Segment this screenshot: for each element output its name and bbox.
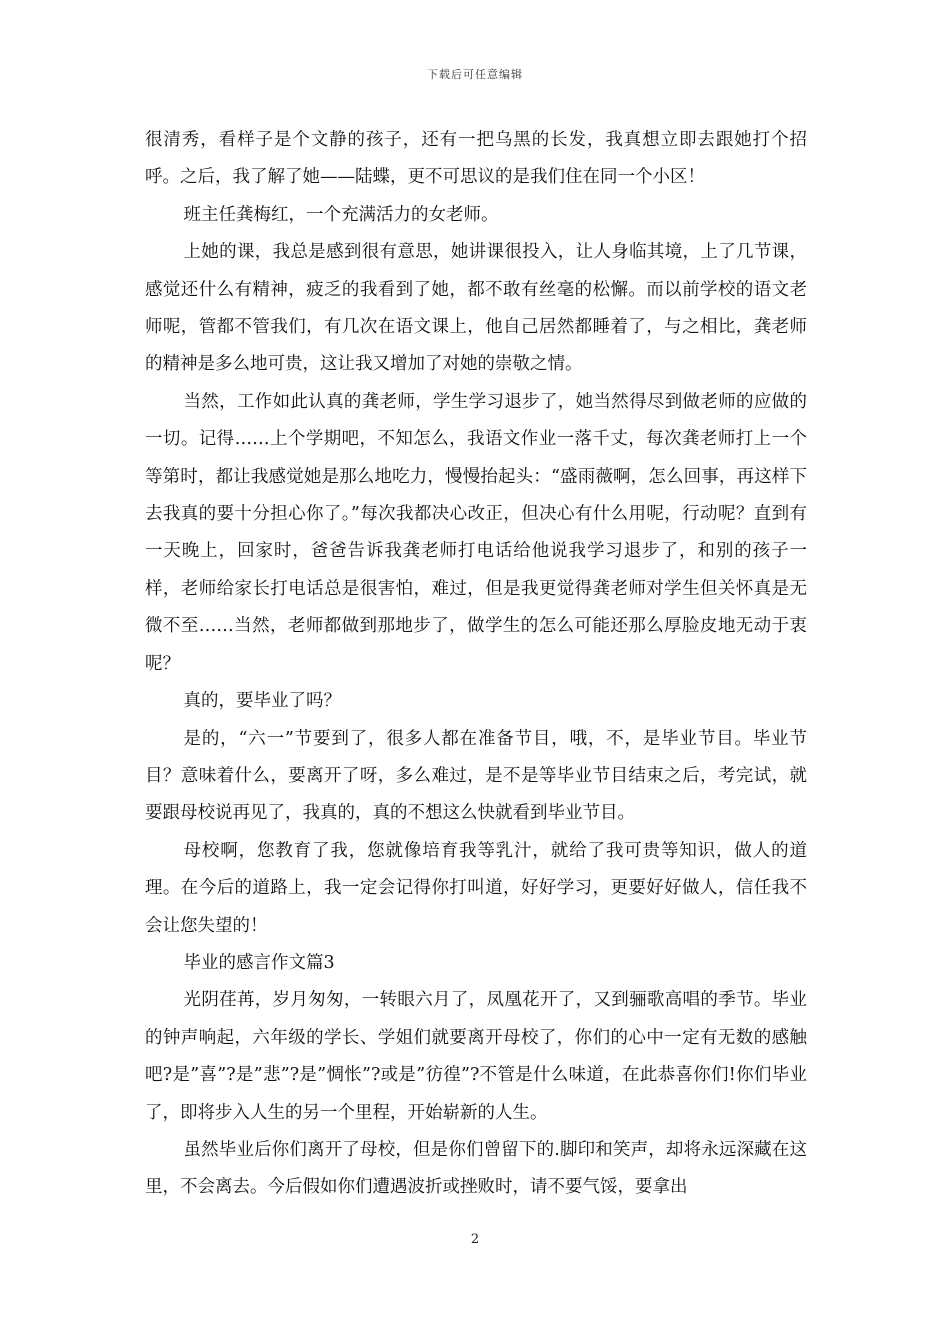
paragraph-1: 很清秀，看样子是个文静的孩子，还有一把乌黑的长发，我真想立即去跟她打个招呼。之后，我了解了她——陆蝶，更不可思议的是我们住在同一个小区！ — [145, 130, 807, 188]
paragraph-2: 班主任龚梅红，一个充满活力的女老师。 — [183, 204, 499, 225]
paragraph-8: 光阴荏苒，岁月匆匆，一转眼六月了，凤凰花开了，又到骊歌高唱的季节。毕业的钟声响起，六年级的学长、学姐们就要离开母校了，你们的心中一定有无数的感触吧?是”喜”?是”悲”?是”惆怅”?或是”彷徨”?不管是什么味道，在此恭喜你们!你们毕业了，即将步入人生的另一个里程，开始崭新的人生。 — [145, 990, 807, 1123]
paragraph-9: 虽然毕业后你们离开了母校，但是你们曾留下的.脚印和笑声，却将永远深藏在这里，不会离去。今后假如你们遭遇波折或挫败时，请不要气馁，要拿出 — [145, 1139, 807, 1198]
paragraph-6: 是的，“六一”节要到了，很多人都在准备节目，哦，不，是毕业节目。毕业节目？意味着什么，要离开了呀，多么难过，是不是等毕业节目结束之后，考完试，就要跟母校说再见了，我真的，真的不想这么快就看到毕业节目。 — [145, 728, 807, 824]
paragraph-4: 当然，工作如此认真的龚老师，学生学习退步了，她当然得尽到做老师的应做的一切。记得……上个学期吧，不知怎么，我语文作业一落千丈，每次龚老师打上一个等第时，都让我感觉她是那么地吃力，慢慢抬起头：“盛雨薇啊，怎么回事，再这样下去我真的要十分担心你了。”每次我都决心改正，但决心有什么用呢，行动呢？直到有一天晚上，回家时，爸爸告诉我龚老师打电话给他说我学习退步了，和别的孩子一样，老师给家长打电话总是很害怕，难过，但是我更觉得龚老师对学生但关怀真是无微不至……当然，老师都做到那地步了，做学生的怎么可能还那么厚脸皮地无动于衷呢？ — [145, 391, 807, 674]
page-number: 2 — [470, 1232, 480, 1247]
paragraph-3: 上她的课，我总是感到很有意思，她讲课很投入，让人身临其境，上了几节课，感觉还什么有精神，疲乏的我看到了她，都不敢有丝毫的松懈。而以前学校的语文老师呢，管都不管我们，有几次在语文课上，他自己居然都睡着了，与之相比，龚老师的精神是多么地可贵，这让我又增加了对她的崇敬之情。 — [145, 242, 807, 375]
paragraph-7: 母校啊，您教育了我，您就像培育我等乳汁，就给了我可贵等知识，做人的道理。在今后的道路上，我一定会记得你打叫道，好好学习，更要好好做人，信任我不会让您失望的！ — [145, 840, 807, 936]
paragraph-5: 真的，要毕业了吗？ — [183, 691, 341, 712]
section-heading: 毕业的感言作文篇3 — [183, 952, 335, 973]
page-header: 下载后可任意编辑 — [427, 68, 523, 81]
document-body — [145, 122, 807, 1207]
